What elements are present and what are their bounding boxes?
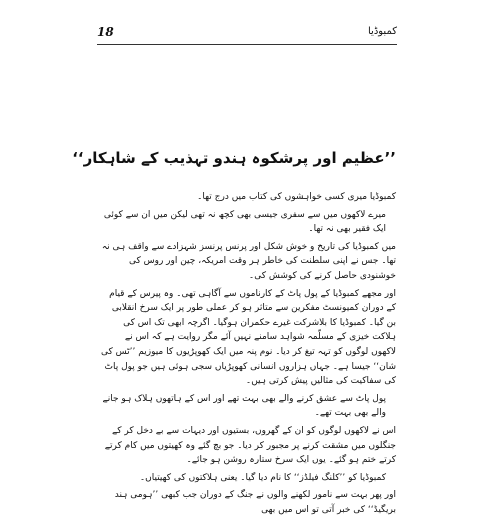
paragraph-2: میرے لاکھوں میں سے سفری جیسی بھی کچھ نہ تھی لیکن میں ان سے کوئی ایک فقیر بھی نہ تھا۔ — [103, 209, 386, 235]
paragraph-1: کمبوڈیا میری کسی خواہشوں کی کتاب میں درج تھا۔ — [197, 192, 396, 202]
page-number: 18 — [97, 25, 114, 39]
paragraph-5: پول پاٹ سے عشق کرنے والے بھی بہت تھے اور اس کے ہاتھوں ہلاک ہو جانے والے بھی بہت تھے۔ — [102, 393, 386, 419]
running-head: کمبوڈیا — [367, 26, 397, 37]
paragraph-3: میں کمبوڈیا کی تاریخ و خوش شکل اور پرنس پرنسز شہزادے سے واقف ہی نہ تھا۔ جس نے اپنی سلطنت کی خاطر ہر وقت امریکہ، چین اور روس کی خوشنودی حاصل کرنے کی کوشش کی۔ — [101, 241, 396, 281]
paragraph-7: کمبوڈیا کو ’’کلنگ فیلڈز‘‘ کا نام دیا گیا۔ یعنی ہلاکتوں کی کھیتیاں۔ — [139, 472, 386, 483]
paragraph-8: اور پھر بہت سے نامور لکھنے والوں نے جنگ کے دوران جب کبھی ’’ہومی ہند بریگیڈ‘‘ کی خبر آتی تو اس میں بھی — [114, 490, 396, 515]
paragraph-6: اس نے لاکھوں لوگوں کو ان کے گھروں، بستیوں اور دیہات سے بے دخل کر کے جنگلوں میں مشقت کرنے پر مجبور کر دیا۔ جو بچ گئے وہ کھیتوں میں کام کرتے کرتے ختم ہو گئے۔ یوں ایک سرخ ستارہ روشن ہو جائے۔ — [104, 425, 396, 466]
body-text — [100, 190, 396, 520]
paragraph-4: اور مجھے کمبوڈیا کے پول پاٹ کے کارناموں سے آگاہی تھی۔ وہ پیرس کے قیام کے دوران کمیونسٹ مفکرین سے متاثر ہو کر عملی طور پر ایک سرخ انقلابی بن گیا۔ کمبوڈیا کا بلاشرکت غیرے حکمران ہوگیا۔ اگرچہ ابھی تک اس کی ہلاکت خیزی کے مسلّمہ شواہد سامنے نہیں آئے مگر روایت ہے کہ اس نے لاکھوں لوگوں کو تہہ تیغ کر دیا۔ نوم پنہ میں ایک کھوپڑیوں کا میوزیم ’’ٹس کی شان‘‘ جیسا ہے۔ جہاں ہزاروں انسانی کھوپڑیاں سجی ہوئی ہیں جو پول پاٹ کی سفاکیت کی مثالیں پیش کرتی ہیں۔ — [101, 288, 396, 387]
chapter-title: ’’عظیم اور پرشکوہ ہندو تہذیب کے شاہکار‘‘ — [72, 149, 396, 167]
page-header — [97, 24, 397, 45]
